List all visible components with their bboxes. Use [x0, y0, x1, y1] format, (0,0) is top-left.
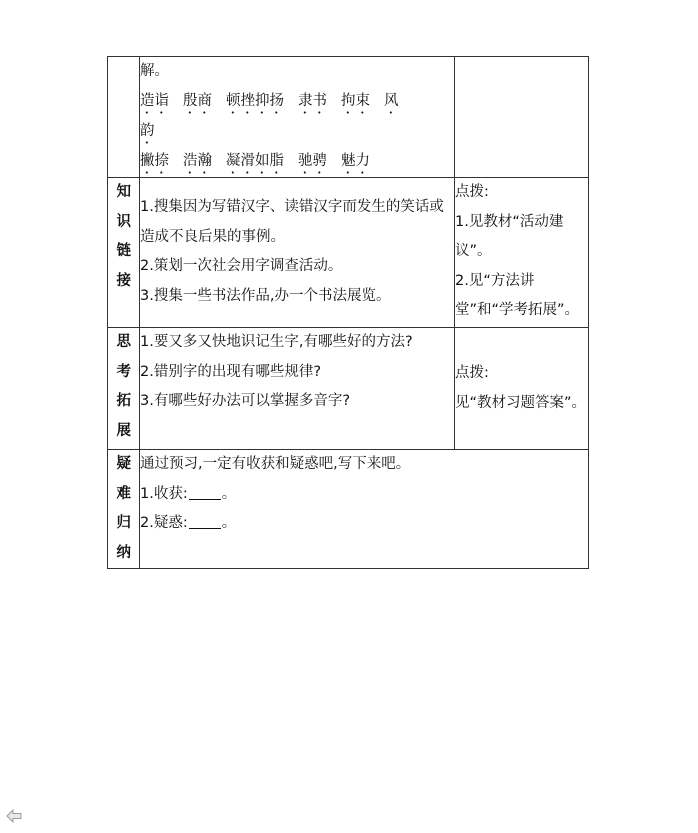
knowledge-cell: [140, 178, 455, 328]
vocab-word: 浩瀚: [183, 152, 212, 169]
knowledge-item: 2.策划一次社会用字调查活动。: [140, 258, 343, 274]
hint-title: 点拨:: [455, 184, 489, 200]
vocab-line-3: [140, 147, 454, 177]
vocab-word: 撇捺: [140, 152, 169, 169]
doubt-blank[interactable]: [189, 514, 221, 529]
vocab-word: 造诣: [140, 92, 169, 109]
thinking-row-label: 思考拓展: [108, 328, 140, 450]
vocab-line-1: [140, 87, 454, 117]
hint-title: 点拨:: [455, 365, 489, 381]
vocab-word: 韵: [140, 122, 155, 139]
harvest-blank[interactable]: [189, 485, 221, 500]
vocabulary-row: [108, 57, 589, 178]
vocab-lead: 解。: [140, 63, 169, 79]
knowledge-item: 1.搜集因为写错汉字、读错汉字而发生的笑话或造成不良后果的事例。: [140, 199, 444, 245]
back-arrow-icon[interactable]: [6, 809, 22, 823]
knowledge-row-label: 知识链接: [108, 178, 140, 328]
summary-cell: [140, 450, 589, 569]
summary-row-label: 疑难归纳: [108, 450, 140, 569]
hint-item: 2.见“方法讲堂”和“学考拓展”。: [455, 272, 580, 318]
end-mark: 。: [221, 515, 237, 531]
vocab-word: 驰骋: [298, 152, 327, 169]
summary-row: [108, 450, 589, 569]
vocab-word: 殷商: [183, 92, 212, 109]
thinking-item: 3.有哪些好办法可以掌握多音字?: [140, 393, 351, 409]
knowledge-row: [108, 178, 589, 328]
vocabulary-row-label: [108, 57, 140, 178]
thinking-row: [108, 328, 589, 450]
vocabulary-cell: [140, 57, 455, 178]
harvest-label: 1.收获:: [140, 485, 188, 502]
doubt-label: 2.疑惑:: [140, 515, 188, 531]
thinking-cell: [140, 328, 455, 450]
summary-intro: 通过预习,一定有收获和疑惑吧,写下来吧。: [140, 456, 411, 472]
vocab-word: 顿挫抑扬: [226, 92, 284, 109]
vocab-word: 风: [384, 92, 399, 109]
study-sheet-table: [107, 56, 589, 569]
knowledge-hint-cell: [455, 178, 589, 328]
vocab-word: 拘束: [341, 92, 370, 109]
hint-item: 1.见教材“活动建议”。: [455, 213, 564, 259]
vocab-word: 凝滑如脂: [226, 152, 284, 169]
thinking-item: 1.要又多又快地识记生字,有哪些好的方法?: [140, 334, 413, 350]
vocab-word: 魅力: [341, 152, 370, 169]
vocab-line-2: [140, 117, 454, 147]
knowledge-item: 3.搜集一些书法作品,办一个书法展览。: [140, 287, 391, 304]
harvest-line: [140, 480, 588, 510]
hint-text: 见“教材习题答案”。: [455, 394, 587, 411]
end-mark: 。: [221, 485, 237, 502]
vocabulary-side-cell: [455, 57, 589, 178]
doubt-line: [140, 509, 588, 539]
thinking-hint-cell: [455, 328, 589, 450]
vocab-word: 隶书: [298, 92, 327, 109]
thinking-item: 2.错别字的出现有哪些规律?: [140, 363, 322, 380]
